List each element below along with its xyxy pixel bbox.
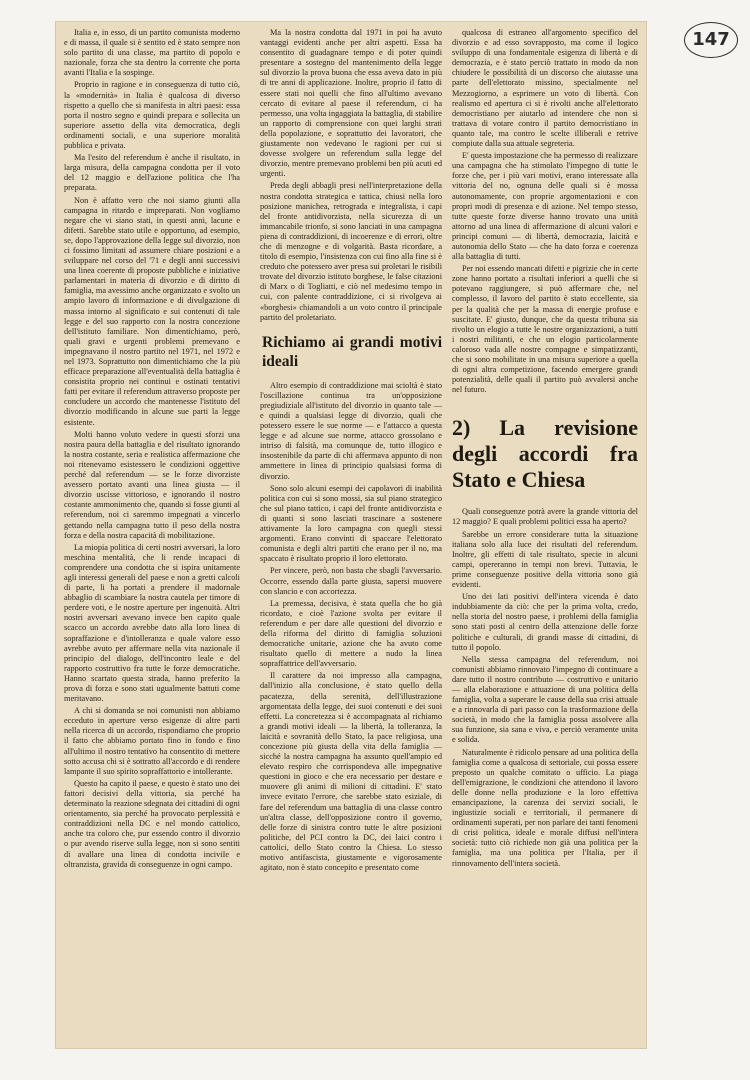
column-fade [452,1036,638,1042]
column-1 [64,28,240,1042]
paragraph: Italia e, in esso, di un partito comunista moderno e di massa, il quale si è sentito ed è stato sempre non solo partito di una classe, ma partito di popolo e nazionale, forza che sta dentro la corrente che porta avanti l'Italia e la sospinge. [64,28,240,78]
column-fade [260,1036,442,1042]
newspaper-clipping [56,22,646,1048]
chapter-heading: 2) La revisione degli accordi fra Stato e Chiesa [452,415,638,493]
paragraph: Nella stessa campagna del referendum, noi comunisti abbiamo rinnovato l'impegno di continuare a dare tutto il nostro contributo — costruttivo e unitario — alla elaborazione e attuazione di una politica della famiglia, volta a superare le cause della sua crisi attuale e a rinnovarla di pari passo con la trasformazione della società, in modo che la famiglia possa assolvere alla sua funzione, sia sana e viva, e perciò veramente unita e solida. [452,654,638,745]
paragraph: Per vincere, però, non basta che sbagli l'avversario. Occorre, essendo dalla parte giusta, sapersi muovere con slancio e con accortezza. [260,566,442,596]
paragraph: Sono solo alcuni esempi dei capolavori di inabilità politica con cui si sono mossi, sia sul piano strategico che sul piano tattico, i capi del fronte antidivorzista e di quanti si sono lasciati trascinare a sostenere attivamente la loro campagna con quegli stessi argomenti. Erano convinti di spaccare l'elettorato comunista e degli altri partiti che erano per il no, ma spaccato è risultato proprio il loro elettorato. [260,483,442,564]
paragraph: Quali conseguenze potrà avere la grande vittoria del 12 maggio? E quali problemi politici essa ha aperto? [452,507,638,527]
handwritten-page-number: 147 [684,22,738,58]
paragraph: Molti hanno voluto vedere in questi sforzi una nostra paura della battaglia e del risultato ignorando la nostra costante, seria e realistica affermazione che noi ritenevamo esistessero le condizioni oggettive perché dal referendum — se le forze divorziste avessero portato avanti una linea giusta — il divorzio uscisse vittorioso, e ignorando il nostro costante ammonimento che, quando si fosse giunti al referendum, noi ci saremmo impegnati a vincerlo gettando nella campagna tutto il peso della nostra forza e della nostra capacità di mobilitazione. [64,429,240,540]
paragraph: Il carattere da noi impresso alla campagna, dall'inizio alla conclusione, è stato quello della pacatezza, della serenità, dell'illustrazione argomentata della legge, dei suoi contenuti e dei suoi effetti. La concretezza si è accompagnata al richiamo a grandi motivi ideali — la libertà, la tolleranza, la laicità e sovranità dello Stato, la pace religiosa, una concezione più giusta della vita della famiglia — sicché la nostra campagna ha assunto quell'ampio ed elevato respiro che corrispondeva alle impegnative questioni in gioco e che era necessario per destare e muovere gli animi di milioni di cittadini. E' stato invece evitato l'errore, che sarebbe stato esiziale, di fare del referendum una battaglia di una classe contro un'altra classe, dell'opposizione contro il governo, delle forze di sinistra contro tutte le altre posizioni politiche, del PCI contro la DC, dei laici contro i cattolici, dello Stato contro la Chiesa. Lo stesso motivo antifascista, giustamente e vigorosamente agitato, non è stato concepito e presentato come [260,671,442,873]
paragraph: La premessa, decisiva, è stata quella che ho già ricordato, e cioè l'azione svolta per evitare il referendum e per dare alle questioni del divorzio e della riforma del diritto di famiglia soluzioni democratiche unitarie, azione che ha avuto come risultato quello di mettere a nudo la linea sopraffattrice dell'avversario. [260,598,442,669]
paragraph: Ma l'esito del referendum è anche il risultato, in larga misura, della campagna condotta per il voto del 12 maggio e dell'azione politica che l'ha preparata. [64,153,240,193]
paragraph: La miopia politica di certi nostri avversari, la loro meschina mentalità, che li rende incapaci di comprendere una condotta che si ispira unitamente agli interessi generali del paese e non a gretti calcoli di parte, li ha portati a prendere il madornale abbaglio di scambiare la nostra cautela per timore di perdere voti, e le nostre aperture per ingenuità. Altri nostri avversari avevano invece ben capito quale scacco un accordo avrebbe dato alla loro linea di sopraffazione e d'intolleranza e quale valore esso avrebbe avuto per affermare nella vita nazionale il principio del dialogo, dell'incontro leale e del rapporto costruttivo fra tutte le forze democratiche. Hanno scartato questa strada, hanno preferito la prova di forza e sono stati ugualmente battuti come meritavano. [64,542,240,704]
column-3 [452,28,638,1042]
paragraph: Altro esempio di contraddizione mai scioltà è stato l'oscillazione continua tra un'opposizione pregiudiziale all'istituto del divorzio in quanto tale — e quindi a qualsiasi legge di divorzio, quali che potessero essere le sue norme — e l'attacco a questa legge e ad alcune sue norme, attacco grossolano e intriso di falsità, ma comunque de, tutto illogico e insostenibile da parte di chi affermava appunto di non ammettere in linea di principio qualsiasi forma di divorzio. [260,380,442,481]
paragraph: Proprio in ragione e in conseguenza di tutto ciò, la «modernità» in Italia è qualcosa di diverso rispetto a quello che si manifesta in altri paesi: essa porta il nostro segno e quindi prepara e sollecita un superiore assetto della vita democratica, degli ordinamenti sociali, e una superiore moralità pubblica e privata. [64,80,240,151]
paragraph: Ma la nostra condotta dal 1971 in poi ha avuto vantaggi evidenti anche per altri aspetti. Essa ha consentito di guadagnare tempo e di poter quindi presentare a sostegno del mantenimento della legge sul divorzio la prova buona che essa aveva dato in più di tre anni di applicazione. Inoltre, proprio il fatto di essere stati noi quelli che fino all'ultimo avevano cercato di evitare al paese il referendum, ci ha permesso, una volta ingaggiata la battaglia, di stabilire un rapporto di comprensione con quei larghi strati della popolazione, e soprattutto dei lavoratori, che giustamente non vedevano le ragioni per cui si dovesse svolgere un referendum sulla legge del divorzio, mentre premevano problemi ben più acuti ed urgenti. [260,28,442,179]
paragraph: A chi si domanda se noi comunisti non abbiamo ecceduto in aperture verso esigenze di altre parti nella ricerca di un accordo, rispondiamo che proprio il fatto che abbiamo portato fino in fondo e fino all'ultimo il nostro tentativo ha consentito di mettere sotto accusa chi si è sottratto all'accordo e di rendere lampante il suo spirito sopraffattorio e intollerante. [64,706,240,776]
paragraph: Sarebbe un errore considerare tutta la situazione italiana solo alla luce dei risultati del referendum. Inoltre, gli effetti di tale risultato, specie in alcuni campi, opereranno in tempi non brevi. Tuttavia, le prime conseguenze positive della vittoria sono già evidenti. [452,529,638,590]
paragraph: Non è affatto vero che noi siamo giunti alla campagna in ritardo e impreparati. Non vogliamo negare che vi siano stati, in questi anni, lacune e difetti. Sarebbe stato utile e opportuno, ad esempio, se, dopo l'approvazione della legge sul divorzio, non ci fossimo limitati ad assumere chiare posizioni e a sviluppare nel corso del '71 e degli anni successivi una linea coerente di proposte pubbliche e iniziative parlamentari in materia di divorzio e di diritto di famiglia, ma avessimo anche organizzato e svolto un ampio lavoro di informazione e di divulgazione di massa intorno al significato e sui contenuti di tale legge e del suo rapporto con la nostra concezione dell'istituto familiare. Non dimentichiamo, però, quali gravi e urgenti problemi premevano e impegnavano il nostro partito nel 1971, nel 1972 e nel 1973. Soprattutto non dimentichiamo che la più efficace preparazione all'eventualità della battaglia è consistita proprio nei continui e ostinati tentativi fatti per evitare il referendum attraverso proposte per concludere un accordo che mantenesse l'istituto del divorzio modificando in alcune sue parti la legge esistente. [64,195,240,427]
paragraph: Per noi essendo mancati difetti e pigrizie che in certe zone hanno portato a risultati inferiori a quelli che si potevano raggiungere, si può affermare che, nel complesso, il lavoro del partito è stato eccellente, sia per la qualità che per la massa di energie profuse e suscitate. E' giusto, dunque, che da questa tribuna sia rivolto un elogio a tutte le nostre organizzazioni, a tutti i nostri militanti, e che un elogio particolarmente caloroso vada alle nostre compagne e simpatizzanti, che si sono mobilitate in una misura superiore a quella di ogni altra competizione, facendo emergere grandi potenzialità, delle quali il partito può avvalersi anche nel futuro. [452,264,638,395]
column-fade [64,1036,240,1042]
paragraph: E' questa impostazione che ha permesso di realizzare una campagna che ha stimolato l'impegno di tutte le forze che, per i più vari motivi, erano interessate alla vittoria del no, ognuna delle quali si è mossa autonomamente, con proprie argomentazioni e con propri modi di presenza e di azione. Nel tempo stesso, tutte queste forze diverse hanno trovato una unità attorno ad una linea di affermazione di alcuni valori e principi comuni — di libertà, democrazia, laicità e autonomia dello Stato — che ha dato forza e coerenza alla battaglia di tutti. [452,151,638,262]
section-heading: Richiamo ai grandi motivi ideali [262,333,442,370]
paragraph: Naturalmente è ridicolo pensare ad una politica della famiglia come a qualcosa di settoriale, cui possa essere preposto un qualche comitato o ufficio. La piaga dell'emigrazione, le condizioni che attendono il lavoro delle donne nella produzione e la loro effettiva emancipazione, la carenza dei servizi sociali, le ingiustizie sociali e territoriali, il permanere di ordinamenti superati, per non parlare dei tanti fenomeni di crisi politica, ideale e morale diffusi nell'intera società: tutto ciò richiede non già una politica per la famiglia, ma una politica per l'Italia, per il rinnovamento dell'intera società. [452,747,638,868]
paragraph: Uno dei lati positivi dell'intera vicenda è dato indubbiamente da ciò: che per la prima volta, credo, nella storia del nostro paese, i problemi della famiglia sono stati posti al centro della attenzione delle forze politiche e culturali, di grandi masse di cittadini, di tutto il popolo. [452,592,638,652]
paragraph: Questo ha capito il paese, e questo è stato uno dei fattori decisivi della vittoria, sia perché ha determinato la reazione sdegnata dei cittadini di ogni orientamento, sia perché ha provocato perplessità e contraddizioni nella DC e nel mondo cattolico, anche tra coloro che, pur essendo contro il divorzio o pur avendo riserve sulla legge, non si sono sentiti di avallare una linea di condotta inciviIe e oltranzista, gravida di conseguenze in ogni campo. [64,778,240,869]
paragraph: Preda degli abbagli presi nell'interpretazione della nostra condotta strategica e tattica, chiusi nella loro posizione manichea, retrograda e integralista, i capi del fronte antidivorzista, nella sicurezza di un immancabile trionfo, si sono lanciati in una campagna piena di contraddizioni, di incoerenze e di errori, oltre che di menzogne e di volgarità. Basta ricordare, a titolo di esempio, l'insistenza con cui fino alla fine si è creduto che potessero aver presa sui proletari le risibili trovate del divorzio istituto borghese, le false citazioni di Marx o di Togliatti, e ciò nel medesimo tempo in cui, con palente contraddizione, ci si rivolgeva ai «borghesi» chiamandoli a un voto contro il principale partito del proletariato. [260,181,442,322]
column-2 [260,28,442,1042]
paragraph: qualcosa di estraneo all'argomento specifico del divorzio e ad esso sovrapposto, ma come il logico sviluppo di una fondamentale esigenza di libertà e di democrazia, e è stato perciò trattato in modo da non chiudere le possibilità di un discorso che aiutasse una parte dell'elettorato missino, specialmente nel Mezzogiorno, a esprimere un voto di libertà. Con realismo ed apertura ci si è rivolti anche all'elettorato democristiano per aiutarlo ad intendere che non si trattava di votare contro il partito democristiano in quanto tale, ma contro le scelte illiberali e retrive compiute dalla sua attuale segreteria. [452,28,638,149]
